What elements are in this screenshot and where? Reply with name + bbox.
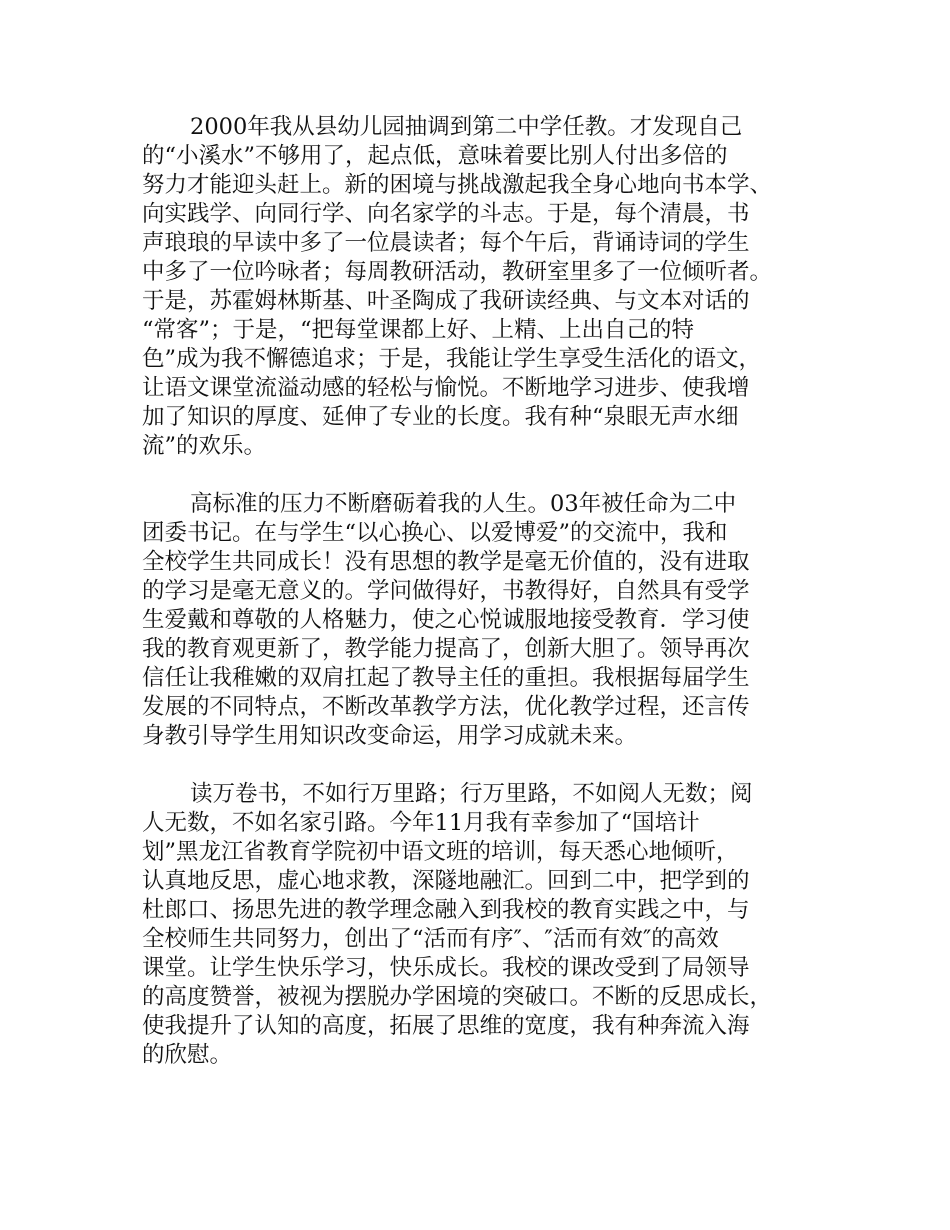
text-line: 加了知识的厚度、延伸了专业的长度。我有种“泉眼无声水细 — [142, 404, 739, 430]
text-line: 发展的不同特点，不断改革教学方法，优化教学过程，还言传 — [142, 694, 750, 720]
text-line: 我的教育观更新了，教学能力提高了，创新大胆了。领导再次 — [142, 636, 750, 662]
paragraph — [142, 490, 832, 751]
text-line: 努力才能迎头赶上。新的困境与挑战激起我全身心地向书本学、 — [142, 172, 773, 198]
text-line: 全校师生共同努力，创出了“活而有序″、″活而有效″的高效 — [142, 926, 719, 952]
text-line: 中多了一位吟咏者；每周教研活动，教研室里多了一位倾听者。 — [142, 259, 773, 285]
text-line: 团委书记。在与学生“以心换心、以爱博爱”的交流中，我和 — [142, 520, 728, 546]
document-body — [142, 113, 832, 1099]
text-line: 色”成为我不懈德追求；于是，我能让学生享受生活化的语文， — [142, 346, 762, 372]
text-line: 读万卷书，不如行万里路；行万里路，不如阅人无数；阅 — [190, 781, 753, 807]
text-line: “常客”；于是，“把每堂课都上好、上精、上出自己的特 — [142, 317, 695, 343]
text-line: 高标准的压力不断磨砺着我的人生。03年被任命为二中 — [190, 491, 737, 517]
text-line: 杜郎口、扬思先进的教学理念融入到我校的教育实践之中，与 — [142, 897, 750, 923]
text-line: 让语文课堂流溢动感的轻松与愉悦。不断地学习进步、使我增 — [142, 375, 750, 401]
text-line: 人无数，不如名家引路。今年11月我有幸参加了“国培计 — [142, 810, 700, 836]
text-line: 的高度赞誉，被视为摆脱办学困境的突破口。不断的反思成长， — [142, 984, 773, 1010]
text-line: 于是，苏霍姆林斯基、叶圣陶成了我研读经典、与文本对话的 — [142, 288, 750, 314]
text-line: 2000年我从县幼儿园抽调到第二中学任教。才发现自己 — [190, 114, 743, 140]
text-line: 声琅琅的早读中多了一位晨读者；每个午后，背诵诗词的学生 — [142, 230, 750, 256]
text-line: 使我提升了认知的高度，拓展了思维的宽度，我有种奔流入海 — [142, 1013, 750, 1039]
text-line: 的“小溪水”不够用了，起点低，意味着要比别人付出多倍的 — [142, 143, 728, 169]
text-line: 生爱戴和尊敬的人格魅力，使之心悦诚服地接受教育．学习使 — [142, 607, 750, 633]
text-line: 向实践学、向同行学、向名家学的斗志。于是，每个清晨，书 — [142, 201, 750, 227]
text-line: 课堂。让学生快乐学习，快乐成长。我校的课改受到了局领导 — [142, 955, 750, 981]
text-line: 的欣慰。 — [142, 1042, 233, 1068]
text-line: 认真地反思，虚心地求教，深隧地融汇。回到二中，把学到的 — [142, 868, 750, 894]
text-line: 流”的欢乐。 — [142, 433, 267, 459]
text-line: 全校学生共同成长！没有思想的教学是毫无价值的，没有进取 — [142, 549, 750, 575]
paragraph — [142, 780, 832, 1070]
text-line: 身教引导学生用知识改变命运，用学习成就未来。 — [142, 723, 638, 749]
text-line: 信任让我稚嫩的双肩扛起了教导主任的重担。我根据每届学生 — [142, 665, 750, 691]
text-line: 划”黑龙江省教育学院初中语文班的培训，每天悉心地倾听， — [142, 839, 739, 865]
text-line: 的学习是毫无意义的。学问做得好，书教得好，自然具有受学 — [142, 578, 750, 604]
paragraph — [142, 113, 832, 461]
